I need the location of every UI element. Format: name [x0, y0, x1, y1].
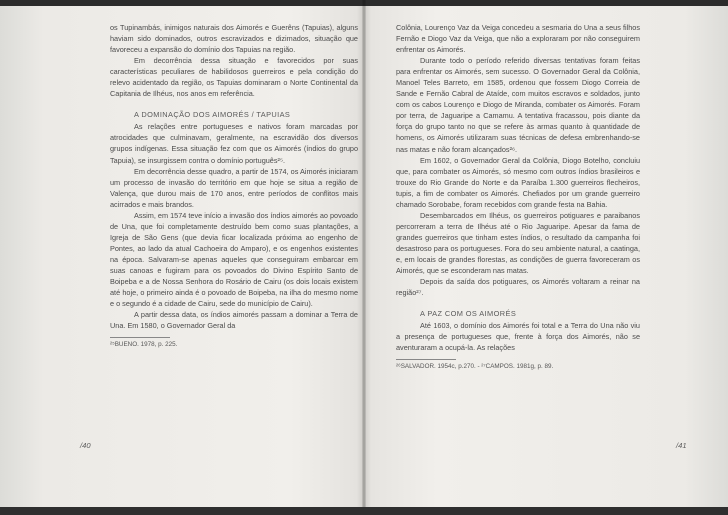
footnote-rule [396, 359, 456, 360]
paragraph: Até 1603, o domínio dos Aimorés foi total e a Terra do Una não viu a presença de portugueses que, frente à força dos Aimorés, não se aventuraram a ocupá-la. As relações [396, 321, 640, 353]
paragraph: Colônia, Lourenço Vaz da Veiga concedeu a sesmaria do Una a seus filhos Fernão e Diogo Vaz da Veiga, que não a exploraram por não conseguirem enfrentar os Aimorés. [396, 23, 640, 55]
paragraph: Assim, em 1574 teve início a invasão dos índios aimorés ao povoado de Una, que foi completamente destruído bem como suas plantações, a Igreja de São Gens (que devia ficar localizada próxima ao engenho de Pontes, ao lado da atual Cachoeira do Amparo), e os engenhos existentes na época. Salvaram-se apenas aqueles que conseguiram embarcar em suas canoas e fugiram para os povoados do Divino Espírito Santo de Boipeba e a de Nossa Senhora do Rosário de Cairu (os dois locais existem até hoje, o primeiro ainda é o povoado de Boipeba, na ilha do mesmo nome e o segundo é a cidade de Cairu, sede do município de Cairu). [110, 210, 358, 309]
page-number-left: /40 [80, 441, 91, 450]
bottom-edge [0, 507, 728, 515]
section-heading: A PAZ COM OS AIMORÉS [420, 309, 517, 319]
footnote: ²⁶SALVADOR. 1954c, p.270. - ²⁷CAMPOS. 1981g, p. 89. [396, 363, 554, 371]
paragraph: A partir dessa data, os índios aimorés passam a dominar a Terra de Una. Em 1580, o Governador Geral da [110, 310, 358, 331]
paragraph: Depois da saída dos potiguares, os Aimorés voltaram a reinar na região²⁷. [396, 277, 640, 298]
right-page [396, 22, 640, 371]
paragraph: Em decorrência desse quadro, a partir de 1574, os Aimorés iniciaram um processo de invasão do território em que hoje se situa a região de Valença, que durou mais de 170 anos, entre períodos de conflitos mais acirrados e mais brandos. [110, 166, 358, 209]
paragraph: Em 1602, o Governador Geral da Colônia, Diogo Botelho, concluiu que, para combater os Aimorés, só mesmo com outros índios brasileiros e trouxe do Rio Grande do Norte e da Paraíba 1.300 guerreiros flecheiros, tupis, a fim de combater os Aimorés. Chefiados por um grande guerreiro chamado Sorobabe, foram recebidos com grande festa na Bahia. [396, 155, 640, 209]
paragraph: Desembarcados em Ilhéus, os guerreiros potiguares e paraibanos percorreram a terra de Ilhéus até o Rio Jaguaripe. Apesar da fama de grandes guerreiros que tinham estes índios, o resultado da campanha foi desastroso para os portugueses. Fora do seu ambiente natural, a caatinga, e, em locais de grandes florestas, as condições de guerra favoreceram os Aimorés, que se esconderam nas matas. [396, 210, 640, 276]
footnote-rule [110, 337, 170, 338]
paragraph: Durante todo o período referido diversas tentativas foram feitas para enfrentar os Aimorés, sem sucesso. O Governador Geral da Colônia, Manoel Teles Barreto, em 1585, ordenou que fossem Diogo Correia de Sande e Fernão Cabral de Ataíde, com muitos escravos e soldados, junto com os cabos Lourenço e Diogo de Miranda, combater os Aimorés. Foram por terra, de Jaguaripe a Camamu. A tentativa fracassou, pois diante da força do grupo tanto no que se refere às armas quanto à quantidade de homens, os Aimorés utilizaram suas técnicas de defesa embrenhando-se nas matas e não foram alcançados²⁶. [396, 56, 640, 154]
paragraph: Em decorrência dessa situação e favorecidos por suas características peculiares de habilidosos guerreiros e pela condição do relevo acidentado da região, os Tapuias dominaram o Norte Continental da Capitania de Ilhéus, nos anos em referência. [110, 56, 358, 99]
book-gutter [362, 0, 366, 515]
paragraph: os Tupinambás, inimigos naturais dos Aimorés e Guerêns (Tapuias), alguns haviam sido dominados, outros escravizados e dizimados, situação que favoreceu a expansão do domínio dos Tapuias na região. [110, 23, 358, 55]
page-number-right: /41 [676, 441, 687, 450]
section-heading: A DOMINAÇÃO DOS AIMORÉS / TAPUIAS [134, 110, 291, 120]
footnote: ²⁵BUENO. 1978, p. 225. [110, 341, 178, 349]
paragraph: As relações entre portugueses e nativos foram marcadas por atrocidades que culminavam, geralmente, na escravidão dos diversos grupos indígenas. Essa situação fez com que os Aimorés (índios do grupo Tapuia), se insurgissem contra o domínio português²⁵. [110, 122, 358, 165]
left-page [110, 22, 358, 349]
